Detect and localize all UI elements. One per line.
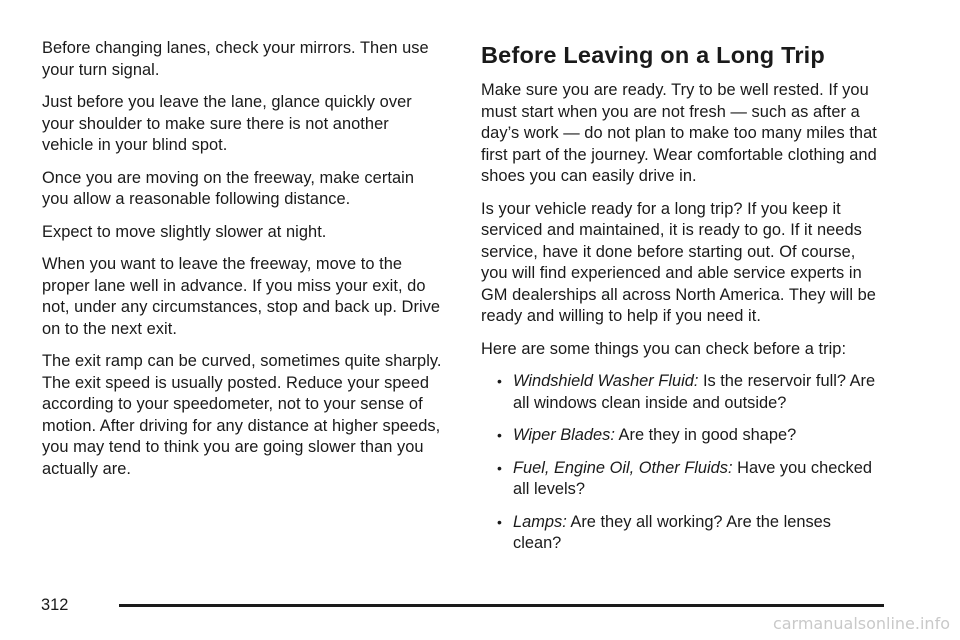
paragraph: Before changing lanes, check your mirrors. Then use your turn signal. — [42, 39, 429, 79]
paragraph: The exit ramp can be curved, sometimes quite sharply. The exit speed is usually posted. Reduce your speed according to your speedometer, not to your sense of motion. After driving for any distance at higher speeds, you may tend to think you are going slower than you actually are. — [42, 352, 442, 478]
paragraph: Expect to move slightly slower at night. — [42, 222, 327, 241]
paragraph: Is your vehicle ready for a long trip? If you keep it serviced and maintained, it is ready to go. If it needs service, have it done before starting out. Of course, you will find experienced and able service experts in GM dealerships all across North America. They will be ready and willing to help if you need it. — [481, 199, 876, 325]
bullet-icon: • — [497, 459, 502, 476]
section-heading: Before Leaving on a Long Trip — [481, 42, 825, 68]
left-column — [42, 38, 442, 491]
watermark: carmanualsonline.info — [772, 614, 950, 633]
list-item-text: Are they all working? Are the lenses clean? — [513, 512, 831, 552]
paragraph: Just before you leave the lane, glance quickly over your shoulder to make sure there is not another vehicle in your blind spot. — [42, 93, 412, 154]
checklist — [481, 371, 881, 555]
page-number: 312 — [41, 596, 69, 614]
bullet-icon: • — [497, 427, 502, 443]
bullet-icon: • — [497, 513, 502, 530]
list-item — [481, 458, 881, 501]
bullet-icon: • — [497, 373, 502, 389]
list-item-term: Lamps: — [513, 512, 567, 531]
list-item-text: Have you checked all levels? — [513, 458, 872, 498]
footer-rule — [119, 604, 884, 607]
right-column — [481, 80, 881, 566]
paragraph: Make sure you are ready. Try to be well rested. If you must start when you are not fresh — such as after a day’s work — do not plan to make too many miles that first part of the journey. Wear comfortable clothing and shoes you can easily drive in. — [481, 81, 877, 185]
list-item — [481, 512, 881, 555]
list-item-term: Wiper Blades: — [513, 426, 615, 444]
list-item-term: Windshield Washer Fluid: — [513, 372, 699, 390]
paragraph: Once you are moving on the freeway, make certain you allow a reasonable following distance. — [42, 168, 414, 208]
paragraph: When you want to leave the freeway, move to the proper lane well in advance. If you miss your exit, do not, under any circumstances, stop and back up. Drive on to the next exit. — [42, 255, 441, 338]
list-item — [481, 425, 881, 447]
list-item — [481, 371, 881, 414]
list-item-text: Are they in good shape? — [618, 426, 797, 444]
list-item-text: Is the reservoir full? Are all windows clean inside and outside? — [513, 372, 876, 412]
list-item-term: Fuel, Engine Oil, Other Fluids: — [513, 458, 733, 477]
paragraph: Here are some things you can check before a trip: — [481, 339, 847, 358]
